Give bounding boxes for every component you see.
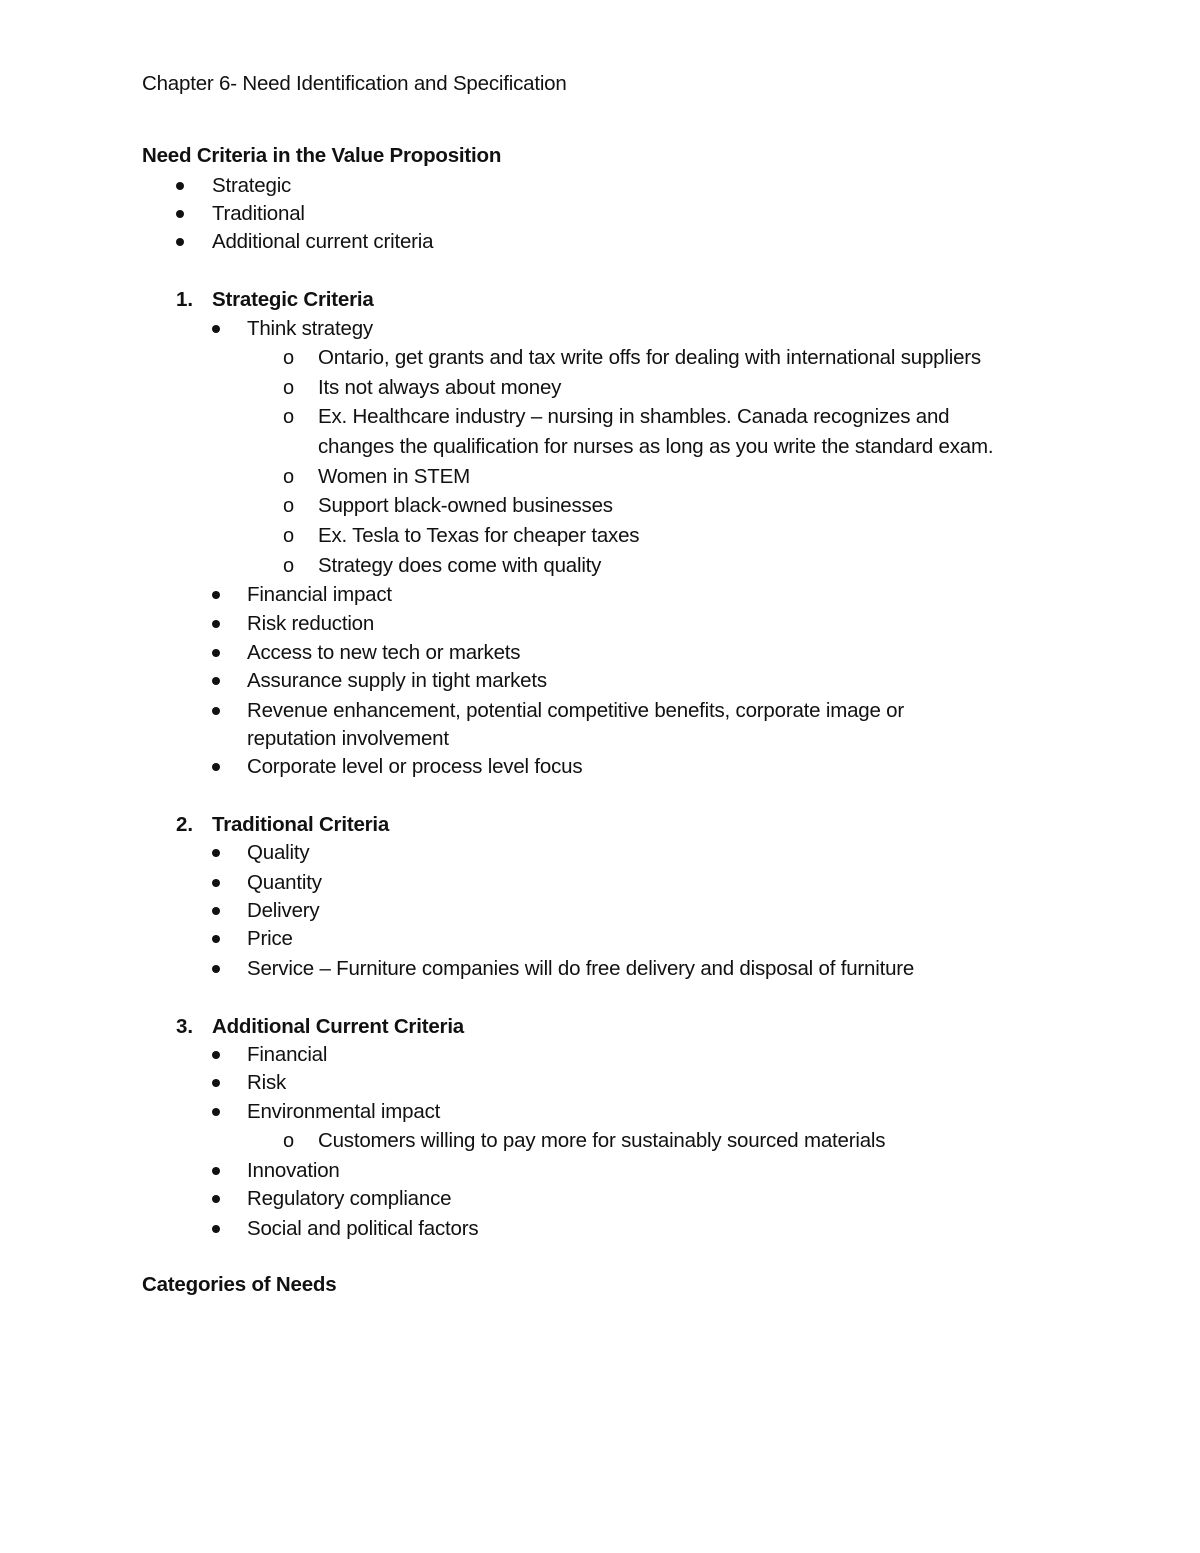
- list-item: Strategic: [212, 174, 292, 197]
- bullet-icon: [176, 238, 184, 246]
- list-item: Regulatory compliance: [247, 1187, 452, 1210]
- bullet-icon: [212, 879, 220, 887]
- bullet-icon: [212, 763, 220, 771]
- list-item: Social and political factors: [247, 1217, 479, 1240]
- list-item: Access to new tech or markets: [247, 641, 521, 664]
- list-item: Risk reduction: [247, 612, 375, 635]
- section-heading-strategic: Strategic Criteria: [212, 288, 374, 311]
- sub-bullet-icon: o: [283, 377, 295, 399]
- sub-list-item: Women in STEM: [318, 465, 470, 488]
- sub-bullet-icon: o: [283, 406, 295, 428]
- sub-bullet-icon: o: [283, 495, 295, 517]
- bullet-icon: [212, 591, 220, 599]
- list-item: Traditional: [212, 202, 305, 225]
- sub-list-item: Ex. Healthcare industry – nursing in shambles. Canada recognizes and: [318, 405, 950, 428]
- bullet-icon: [212, 1225, 220, 1233]
- bullet-icon: [212, 1108, 220, 1116]
- list-item: Think strategy: [247, 317, 373, 340]
- sub-bullet-icon: o: [283, 525, 295, 547]
- sub-list-item: Support black-owned businesses: [318, 494, 613, 517]
- sub-list-item-continuation: changes the qualification for nurses as long as you write the standard exam.: [318, 435, 994, 458]
- bullet-icon: [212, 1195, 220, 1203]
- bullet-icon: [212, 965, 220, 973]
- bullet-icon: [212, 935, 220, 943]
- list-item: Revenue enhancement, potential competitive benefits, corporate image or: [247, 699, 905, 722]
- sub-list-item: Strategy does come with quality: [318, 554, 602, 577]
- sub-list-item: Its not always about money: [318, 376, 562, 399]
- list-item: Quantity: [247, 871, 322, 894]
- list-item: Innovation: [247, 1159, 340, 1182]
- bullet-icon: [212, 325, 220, 333]
- list-item: Risk: [247, 1071, 287, 1094]
- list-number: 1.: [176, 288, 194, 311]
- bullet-icon: [212, 1167, 220, 1175]
- list-item: Corporate level or process level focus: [247, 755, 583, 778]
- section-heading-need-criteria: Need Criteria in the Value Proposition: [142, 144, 502, 167]
- sub-bullet-icon: o: [283, 347, 295, 369]
- list-item: Quality: [247, 841, 310, 864]
- list-item: Financial impact: [247, 583, 392, 606]
- bullet-icon: [212, 649, 220, 657]
- list-item: Financial: [247, 1043, 328, 1066]
- list-item: Price: [247, 927, 293, 950]
- bullet-icon: [212, 707, 220, 715]
- list-number: 2.: [176, 813, 194, 836]
- sub-bullet-icon: o: [283, 1130, 295, 1152]
- bullet-icon: [212, 907, 220, 915]
- list-number: 3.: [176, 1015, 194, 1038]
- bullet-icon: [176, 210, 184, 218]
- sub-list-item: Ex. Tesla to Texas for cheaper taxes: [318, 524, 640, 547]
- bullet-icon: [212, 1079, 220, 1087]
- bullet-icon: [212, 677, 220, 685]
- bullet-icon: [212, 849, 220, 857]
- list-item-continuation: reputation involvement: [247, 727, 449, 750]
- list-item: Assurance supply in tight markets: [247, 669, 547, 692]
- section-heading-traditional: Traditional Criteria: [212, 813, 390, 836]
- page-title: Chapter 6- Need Identification and Specification: [142, 72, 567, 95]
- bullet-icon: [176, 182, 184, 190]
- bullet-icon: [212, 1051, 220, 1059]
- bullet-icon: [212, 620, 220, 628]
- list-item: Additional current criteria: [212, 230, 434, 253]
- list-item: Delivery: [247, 899, 320, 922]
- list-item: Service – Furniture companies will do free delivery and disposal of furniture: [247, 957, 915, 980]
- sub-bullet-icon: o: [283, 466, 295, 488]
- sub-bullet-icon: o: [283, 555, 295, 577]
- list-item: Environmental impact: [247, 1100, 441, 1123]
- sub-list-item: Customers willing to pay more for sustainably sourced materials: [318, 1129, 886, 1152]
- section-heading-categories: Categories of Needs: [142, 1273, 337, 1296]
- section-heading-additional: Additional Current Criteria: [212, 1015, 465, 1038]
- sub-list-item: Ontario, get grants and tax write offs for dealing with international suppliers: [318, 346, 981, 369]
